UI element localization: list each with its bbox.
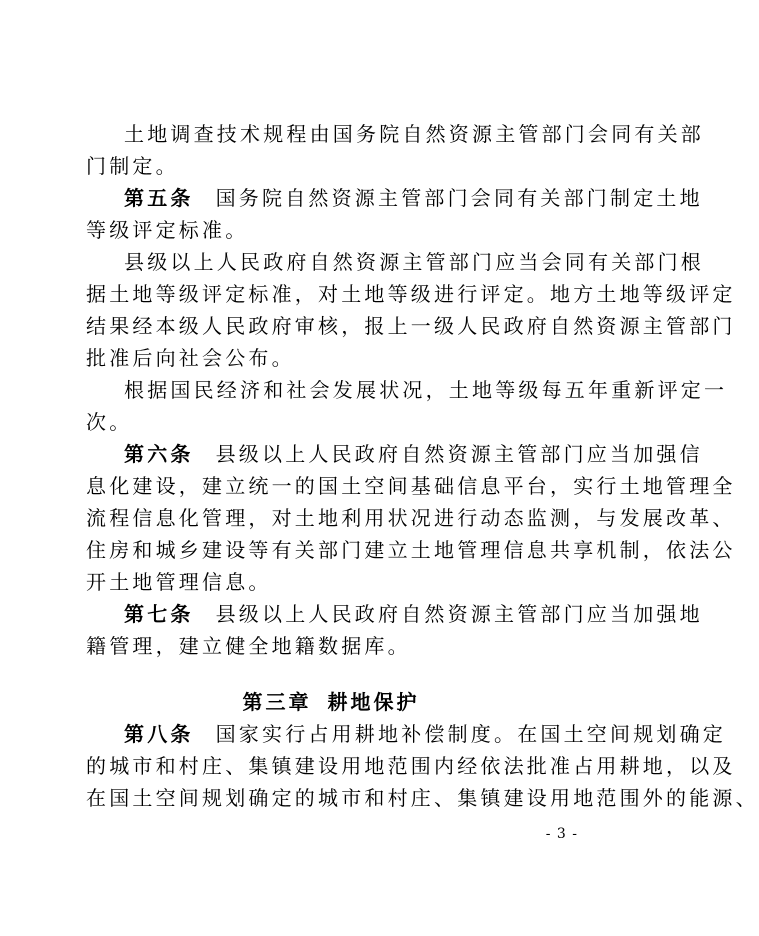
article-heading: 第五条 (124, 186, 194, 210)
article-heading: 第七条 (124, 602, 194, 626)
paragraph-line: 国家实行占用耕地补偿制度。在国土空间规划确定 (215, 722, 727, 746)
paragraph-line: 开土地管理信息。 (86, 570, 272, 594)
paragraph-line: 县级以上人民政府自然资源主管部门应当加强地 (215, 602, 703, 626)
article-7 (124, 602, 703, 626)
paragraph-line: 根据国民经济和社会发展状况，土地等级每五年重新评定一 (124, 378, 728, 402)
article-5 (124, 186, 703, 210)
article-8 (124, 722, 726, 746)
paragraph-line: 批准后向社会公布。 (86, 346, 295, 370)
paragraph-line: 土地调查技术规程由国务院自然资源主管部门会同有关部 (124, 122, 704, 146)
paragraph-line: 国务院自然资源主管部门会同有关部门制定土地 (215, 186, 703, 210)
paragraph-line: 门制定。 (86, 154, 179, 178)
paragraph-line: 次。 (86, 410, 133, 434)
paragraph-line: 流程信息化管理，对土地利用状况进行动态监测，与发展改革、 (86, 506, 736, 530)
paragraph-line: 县级以上人民政府自然资源主管部门应当会同有关部门根 (124, 250, 704, 274)
article-heading: 第六条 (124, 442, 194, 466)
paragraph-line: 住房和城乡建设等有关部门建立土地管理信息共享机制，依法公 (86, 538, 736, 562)
paragraph-line: 结果经本级人民政府审核，报上一级人民政府自然资源主管部门 (86, 314, 736, 338)
paragraph-line: 县级以上人民政府自然资源主管部门应当加强信 (215, 442, 703, 466)
paragraph-line: 等级评定标准。 (86, 218, 249, 242)
paragraph-line: 息化建设，建立统一的国土空间基础信息平台，实行土地管理全 (86, 474, 736, 498)
paragraph-line: 在国土空间规划确定的城市和村庄、集镇建设用地范围外的能源、 (86, 786, 759, 810)
paragraph-line: 的城市和村庄、集镇建设用地范围内经依法批准占用耕地，以及 (86, 754, 736, 778)
paragraph-line: 据土地等级评定标准，对土地等级进行评定。地方土地等级评定 (86, 282, 736, 306)
chapter-number: 第三章 (242, 690, 312, 714)
article-heading: 第八条 (124, 722, 194, 746)
chapter-title: 耕地保护 (327, 690, 420, 714)
page-number: - 3 - (545, 826, 578, 842)
chapter-heading (0, 690, 662, 714)
article-6 (124, 442, 703, 466)
paragraph-line: 籍管理，建立健全地籍数据库。 (86, 634, 411, 658)
